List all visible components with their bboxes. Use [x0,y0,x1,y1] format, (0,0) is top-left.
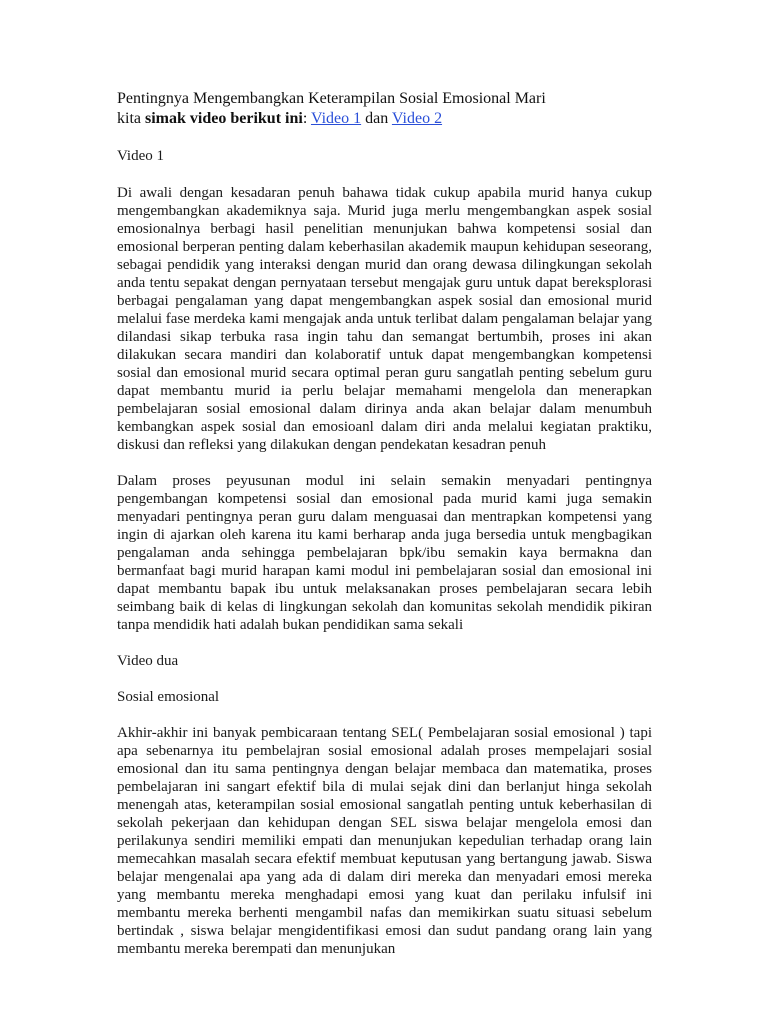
video-1-paragraph-2: Dalam proses peyusunan modul ini selain semakin menyadari pentingnya pengembangan kompetensi sosial dan emosional pada murid kami juga semakin menyadari pentingnya peran guru dalam menguasai dan mentrapkan kompetensi yang ingin di ajarkan oleh karena itu kami berharap anda juga bersedia untuk mengbagikan pengalaman anda sehingga pembelajaran bpk/ibu semakin kaya bermakna dan bermanfaat bagi murid harapan kami modul ini pembelajaran sosial dan emosional ini dapat membantu bapak ibu untuk melaksanakan proses pembelajaran secara lebih seimbang baik di kelas di lingkungan sekolah dan komunitas sekolah mendidik pikiran tanpa mendidik hati adalah bukan pendidikan sama sekali [117,473,652,633]
video-2-title: Video dua [117,653,179,669]
heading-colon: : [302,109,311,127]
heading-line-2 [117,109,652,129]
heading-prefix: kita [117,109,145,127]
heading-line-1 [117,89,652,109]
heading-between: dan [361,109,392,127]
video-1-paragraph-1: Di awali dengan kesadaran penuh bahawa tidak cukup apabila murid hanya cukup mengembangkan akademiknya saja. Murid juga merlu mengembangkan aspek sosial emosionalnya berbagi hasil penelitian menunjukan bahwa kompetensi sosial dan emosional berperan penting dalam keberhasilan akademik maupun kehidupan seseorang, sebagai pendidik yang interaksi dengan murid dan orang dewasa dilingkungan sekolah anda tentu sepakat dengan pernyataan tersebut mengajak guru untuk dapat bereksplorasi berbagai pengalaman yang dapat mengembangkan aspek sosial dan emosional murid melalui fase merdeka kami mengajak anda untuk terlibat dalam pengalaman belajar yang dilandasi sikap terbuka rasa ingin tahu dan semangat bertumbih, proses ini akan dilakukan secara mandiri dan kolaboratif untuk dapat mengembangkan kompetensi sosial dan emosional murid secara optimal peran guru sangatlah penting sebelum guru dapat membantu murid ia perlu belajar memahami mengelola dan menerapkan pembelajaran sosial emosional dalam dirinya anda akan belajar dalam menumbuh kembangkan aspek sosial dan emosioanl dalam diri anda melalui kegiatan praktiku, diskusi dan refleksi yang dilakukan dengan pendekatan kesadran penuh [117,185,652,453]
video-1-title: Video 1 [117,148,165,164]
video-1-link[interactable]: Video 1 [310,109,362,127]
document-page [117,89,652,958]
heading-bold-text: simak video berikut ini [145,109,303,127]
video-2-link[interactable]: Video 2 [391,109,443,127]
video-2-subtitle: Sosial emosional [117,689,220,705]
page-heading [117,89,652,128]
video-2-paragraph-1: Akhir-akhir ini banyak pembicaraan tentang SEL( Pembelajaran sosial emosional ) tapi apa sebenarnya itu pembelajran sosial emosional adalah proses mempelajari sosial emosional dan itu sama pentingnya dengan belajar membaca dan matematika, proses pembelajaran ini sangart efektif bila di mulai sejak dini dan berlanjut hinga sekolah menengah atas, keterampilan sosial emosional sangatlah penting untuk keberhasilan di sekolah pekerjaan dan kehidupan dengan SEL siswa belajar mengelola emosi dan perilakunya sendiri memiliki empati dan menunjukan kepedulian terhadap orang lain memecahkan masalah secara efektif membuat keputusan yang bertangung jawab. Siswa belajar mengenalai apa yang ada di dalam diri mereka dan menyadari emosi mereka yang membantu mereka menghadapi emosi yang kuat dan perilaku infulsif ini membantu mereka berhenti mengambil nafas dan memikirkan suatu situasi sebelum bertindak , siswa belajar mengidentifikasi emosi dan sudut pandang orang lain yang membantu mereka berempati dan menunjukan [117,725,652,957]
heading-text-1: Pentingnya Mengembangkan Keterampilan Sosial Emosional Mari [117,90,546,107]
